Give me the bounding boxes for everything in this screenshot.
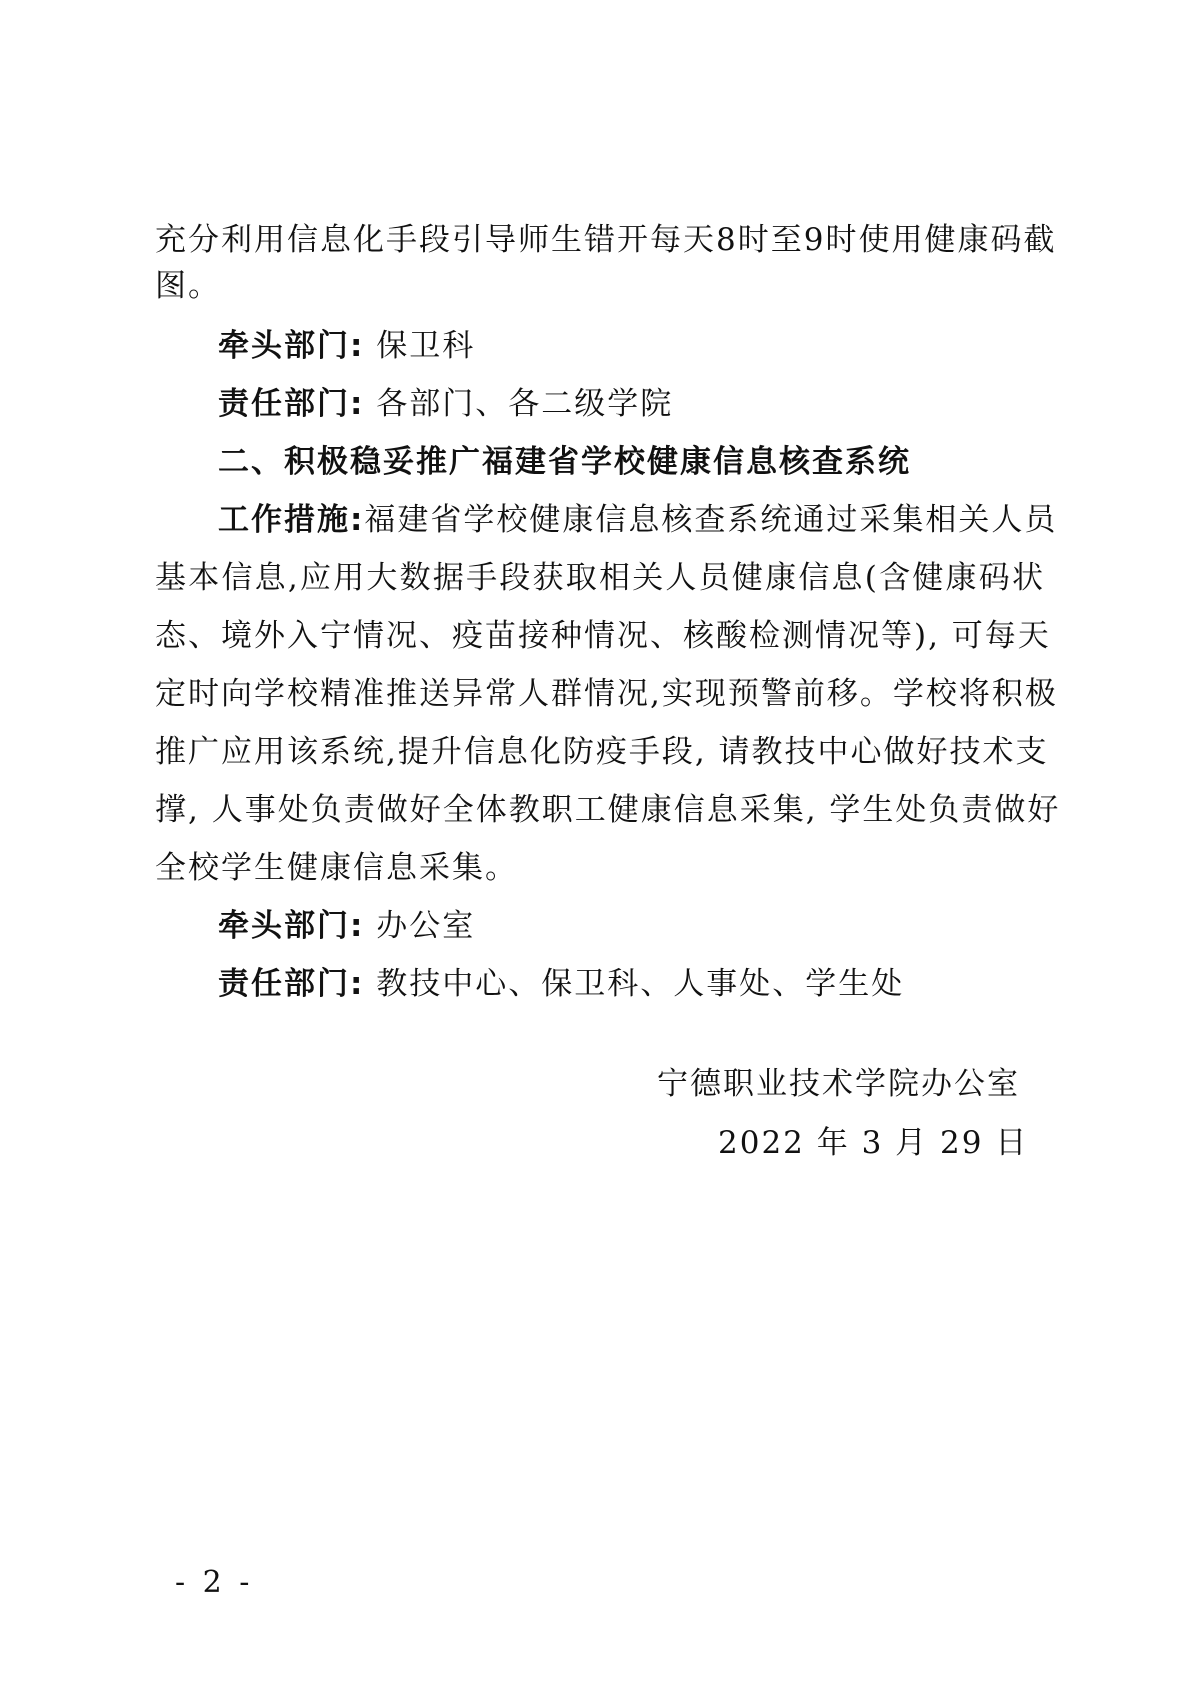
measures-label: 工作措施:: [218, 502, 365, 538]
responsible-department-label: 责任部门:: [218, 386, 365, 422]
responsible-department-label: 责任部门:: [218, 966, 365, 1002]
responsible-department-value: 各部门、各二级学院: [376, 386, 674, 422]
section-2-responsible-department: [218, 964, 1108, 1004]
section-2-line-4: 定时向学校精准推送异常人群情况,实现预警前移。学校将积极: [155, 676, 1058, 712]
page-number: - 2 -: [175, 1565, 254, 1600]
section-2-heading: 二、积极稳妥推广福建省学校健康信息核查系统: [218, 444, 911, 480]
paragraph-1-line-1: 充分利用信息化手段引导师生错开每天8时至9时使用健康码截: [155, 222, 1057, 258]
lead-department-value: 保卫科: [376, 328, 476, 364]
signature-date: 2022 年 3 月 29 日: [718, 1125, 1029, 1161]
section-2-lead-department: [218, 906, 1108, 946]
section-2-measures-line-1: [218, 500, 1058, 540]
measures-text: 福建省学校健康信息核查系统通过采集相关人员: [364, 502, 1058, 538]
lead-department-label: 牵头部门:: [218, 908, 365, 944]
item-1-lead-department: [218, 326, 1108, 366]
section-2-line-7: 全校学生健康信息采集。: [155, 850, 518, 886]
paragraph-1-line-2: 图。: [155, 268, 221, 304]
section-2-line-6: 撑, 人事处负责做好全体教职工健康信息采集, 学生处负责做好: [155, 792, 1061, 828]
section-2-line-3: 态、境外入宁情况、疫苗接种情况、核酸检测情况等), 可每天: [155, 618, 1051, 654]
section-2-line-5: 推广应用该系统,提升信息化防疫手段, 请教技中心做好技术支: [155, 734, 1049, 770]
responsible-department-value: 教技中心、保卫科、人事处、学生处: [376, 966, 905, 1002]
item-1-responsible-department: [218, 384, 1108, 424]
lead-department-label: 牵头部门:: [218, 328, 365, 364]
signature-organization: 宁德职业技术学院办公室: [657, 1066, 1020, 1102]
lead-department-value: 办公室: [376, 908, 476, 944]
section-2-line-2: 基本信息,应用大数据手段获取相关人员健康信息(含健康码状: [155, 560, 1045, 596]
